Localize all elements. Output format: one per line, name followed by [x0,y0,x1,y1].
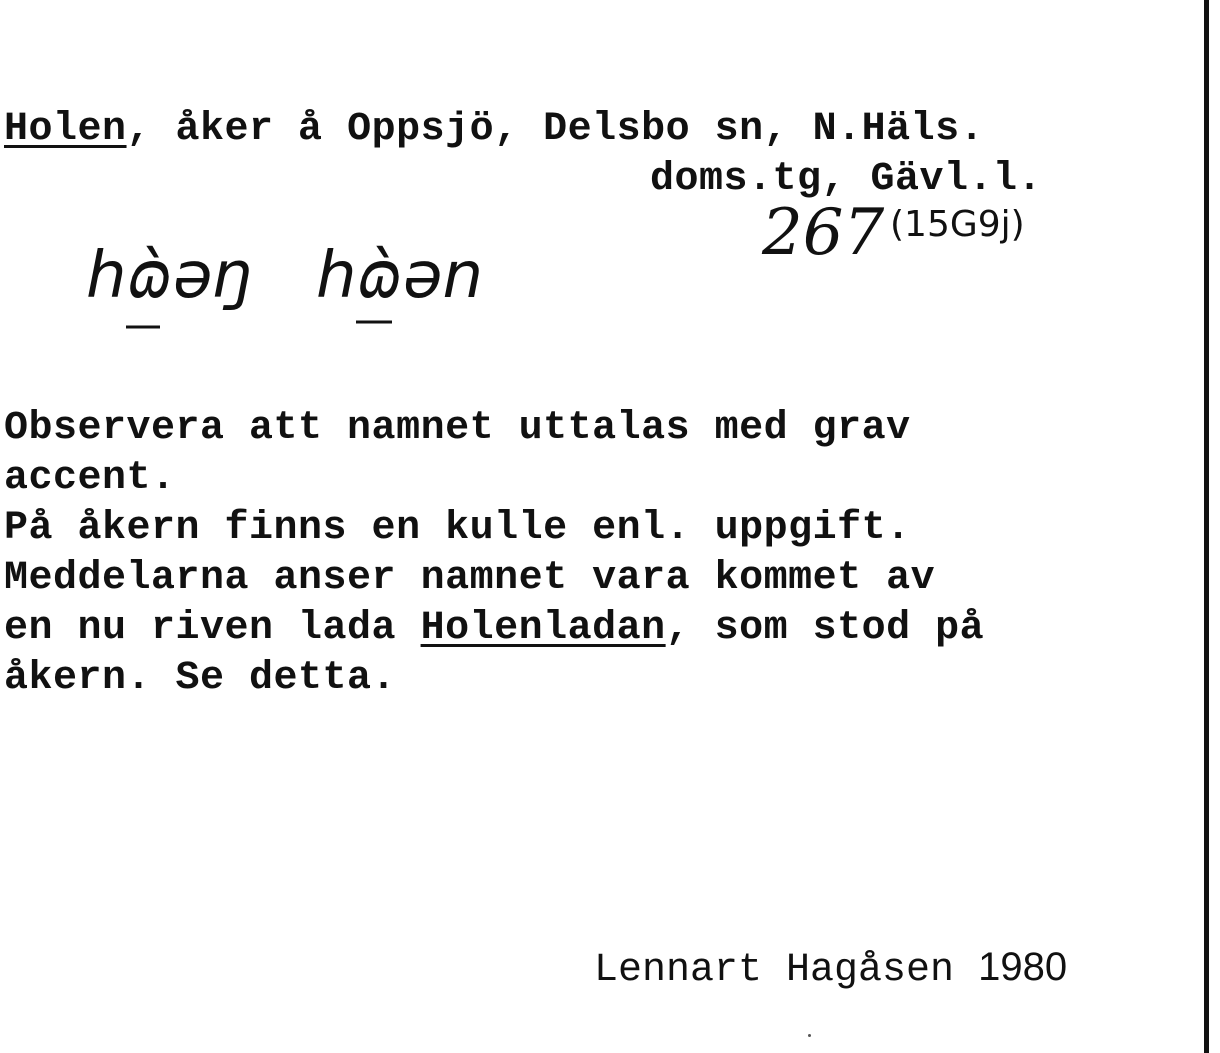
body-line-4: Meddelarna anser namnet vara kommet av [4,556,936,601]
place-name: Holen [4,107,127,152]
signature-name: Lennart Hagåsen [594,948,955,993]
speck [808,1034,811,1037]
body-line-3: På åkern finns en kulle enl. uppgift. [4,506,911,551]
reference-code: (15G9j) [890,204,1025,245]
header-line-1-rest: , åker å Oppsjö, Delsbo sn, N.Häls. [126,107,985,152]
body-line-5-start: en nu riven lada [4,606,421,651]
pronunciation-form-2: hɷ̀ən [316,239,484,313]
signature [594,942,1067,996]
pronunciation-form-1: hɷ̀əŋ [86,239,254,313]
signature-year: 1980 [978,945,1068,989]
body-line-5 [4,604,984,654]
header-line-2: doms.tg, Gävl.l. [650,157,1043,202]
body-line-2: accent. [4,456,176,501]
body-line-5-end: , som stod på [665,606,985,651]
body-line-1: Observera att namnet uttalas med grav [4,406,911,451]
body-line-6: åkern. Se detta. [4,656,397,701]
reference-number: 267 [762,196,885,270]
barn-name: Holenladan [420,606,666,651]
